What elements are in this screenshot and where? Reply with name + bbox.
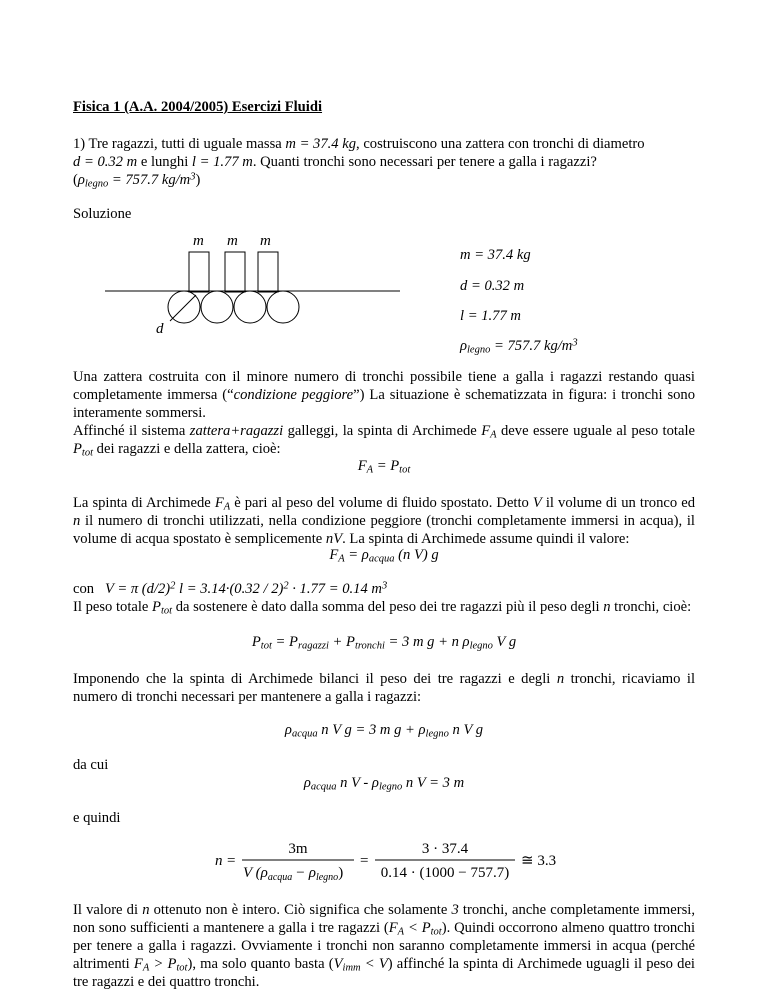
paragraph-6: Il valore di n ottenuto non è intero. Ciò significa che solamente 3 tronchi, anche completamente immersi, non sono sufficienti a mantenere a galla i tre ragazzi $(F_A < P_{tot})$. Quindi occorrono almeno quattro tronchi per tenere a galla i ragazzi. Ovviamente i tronchi non saranno completamente immersi in acqua (perché altrimenti $F_A > P_{tot}$), ma solo quanto basta $(V_{imm} < V)$ affinché la spinta di Archimede uguagli il peso dei tre ragazzi e dei quattro tronchi. bbox=[73, 902, 696, 990]
problem-line-1: 1) Tre ragazzi, tutti di uguale massa m = 37.4 kg, costruiscono una zattera con tronchi di diametro bbox=[73, 136, 645, 152]
fraction-equation bbox=[215, 835, 615, 883]
given-mass: m = 37.4 kg bbox=[460, 247, 531, 263]
boy-block-1 bbox=[189, 252, 209, 292]
given-density: $\rho_{legno} = 757.7$ $kg/m^3$ bbox=[460, 337, 578, 356]
frac-den-2: 0.14 · (1000 − 757.7) bbox=[380, 865, 510, 881]
boy-block-2 bbox=[225, 252, 245, 292]
volume-formula: con V = π $(d/2)^2$ l = 3.14·(0.32 / 2)$^2$ · 1.77 = 0.14 $m^3$ bbox=[73, 580, 388, 597]
equation-3: $P_{tot} = P_{ragazzi} + P_{tronchi} = 3$ m g + n $\rho_{legno}$ V g bbox=[251, 634, 517, 652]
frac-num-1: 3m bbox=[288, 841, 308, 857]
frac-eq-2: = bbox=[360, 853, 369, 869]
equation-4: $\rho_{acqua}$ n V g = 3 m $g + \rho_{legno}$ n V g bbox=[284, 722, 484, 740]
paragraph-5: Imponendo che la spinta di Archimede bilanci il peso dei tre ragazzi e degli n tronchi, ricaviamo il numero di tronchi necessari per mantenere a galla i ragazzi: bbox=[73, 671, 695, 705]
problem-line-2: d = 0.32 m e lunghi l = 1.77 m. Quanti tronchi sono necessari per tenere a galla i ragazzi? bbox=[73, 154, 597, 170]
frac-eq-1: = bbox=[227, 853, 236, 869]
paragraph-3: La spinta di Archimede $F_A$ è pari al peso del volume di fluido spostato. Detto V il volume di un tronco ed n il numero di tronchi utilizzati, nella condizione peggiore (tronchi completamente immersi in acqua), il volume di acqua spostato è semplicemente nV. La spinta di Archimede assume quindi il valore: bbox=[73, 495, 695, 547]
given-diameter: d = 0.32 m bbox=[460, 278, 525, 294]
log-4 bbox=[267, 291, 299, 323]
equation-5: $\rho_{acqua}$ n V - $\rho_{legno}$ n V = 3 m bbox=[303, 775, 465, 793]
mass-label-2: m bbox=[227, 233, 238, 249]
diameter-label: d bbox=[156, 321, 164, 337]
frac-num-2: 3 · 37.4 bbox=[421, 841, 469, 857]
log-2 bbox=[201, 291, 233, 323]
mass-label-1: m bbox=[193, 233, 204, 249]
log-3 bbox=[234, 291, 266, 323]
frac-den-1: V $(\rho_{acqua} - \rho_{legno})$ bbox=[243, 865, 344, 883]
solution-heading: Soluzione bbox=[73, 206, 132, 222]
paragraph-2: Affinché il sistema zattera+ragazzi galleggi, la spinta di Archimede $F_A$ deve essere uguale al peso totale $P_{tot}$ dei ragazzi e della zattera, cioè: bbox=[73, 423, 695, 459]
paragraph-4: Il peso totale $P_{tot}$ da sostenere è dato dalla somma del peso dei tre ragazzi più il peso degli n tronchi, cioè: bbox=[73, 599, 692, 617]
mass-label-3: m bbox=[260, 233, 271, 249]
given-length: l = 1.77 m bbox=[460, 308, 521, 324]
paragraph-1: Una zattera costruita con il minore numero di tronchi possibile tiene a galla i ragazzi restando quasi completamente immersa (“condizione peggiore”) La situazione è schematizzata in figura: i tronchi sono interamente sommersi. bbox=[73, 369, 696, 421]
frac-approx: ≅ 3.3 bbox=[521, 853, 557, 869]
diameter-line bbox=[170, 295, 196, 321]
page-title: Fisica 1 (A.A. 2004/2005) Esercizi Fluidi bbox=[73, 99, 323, 115]
problem-line-3: ($\rho_{legno} = 757.7$ $kg/m^3$) bbox=[73, 171, 201, 190]
da-cui: da cui bbox=[73, 757, 109, 773]
raft-figure bbox=[100, 225, 420, 340]
equation-2: $F_A = \rho_{acqua}$ (n V) g bbox=[329, 547, 439, 565]
frac-n: n bbox=[215, 853, 223, 869]
boy-block-3 bbox=[258, 252, 278, 292]
e-quindi: e quindi bbox=[73, 810, 121, 826]
equation-1: $F_A = P_{tot}$ bbox=[357, 458, 411, 476]
